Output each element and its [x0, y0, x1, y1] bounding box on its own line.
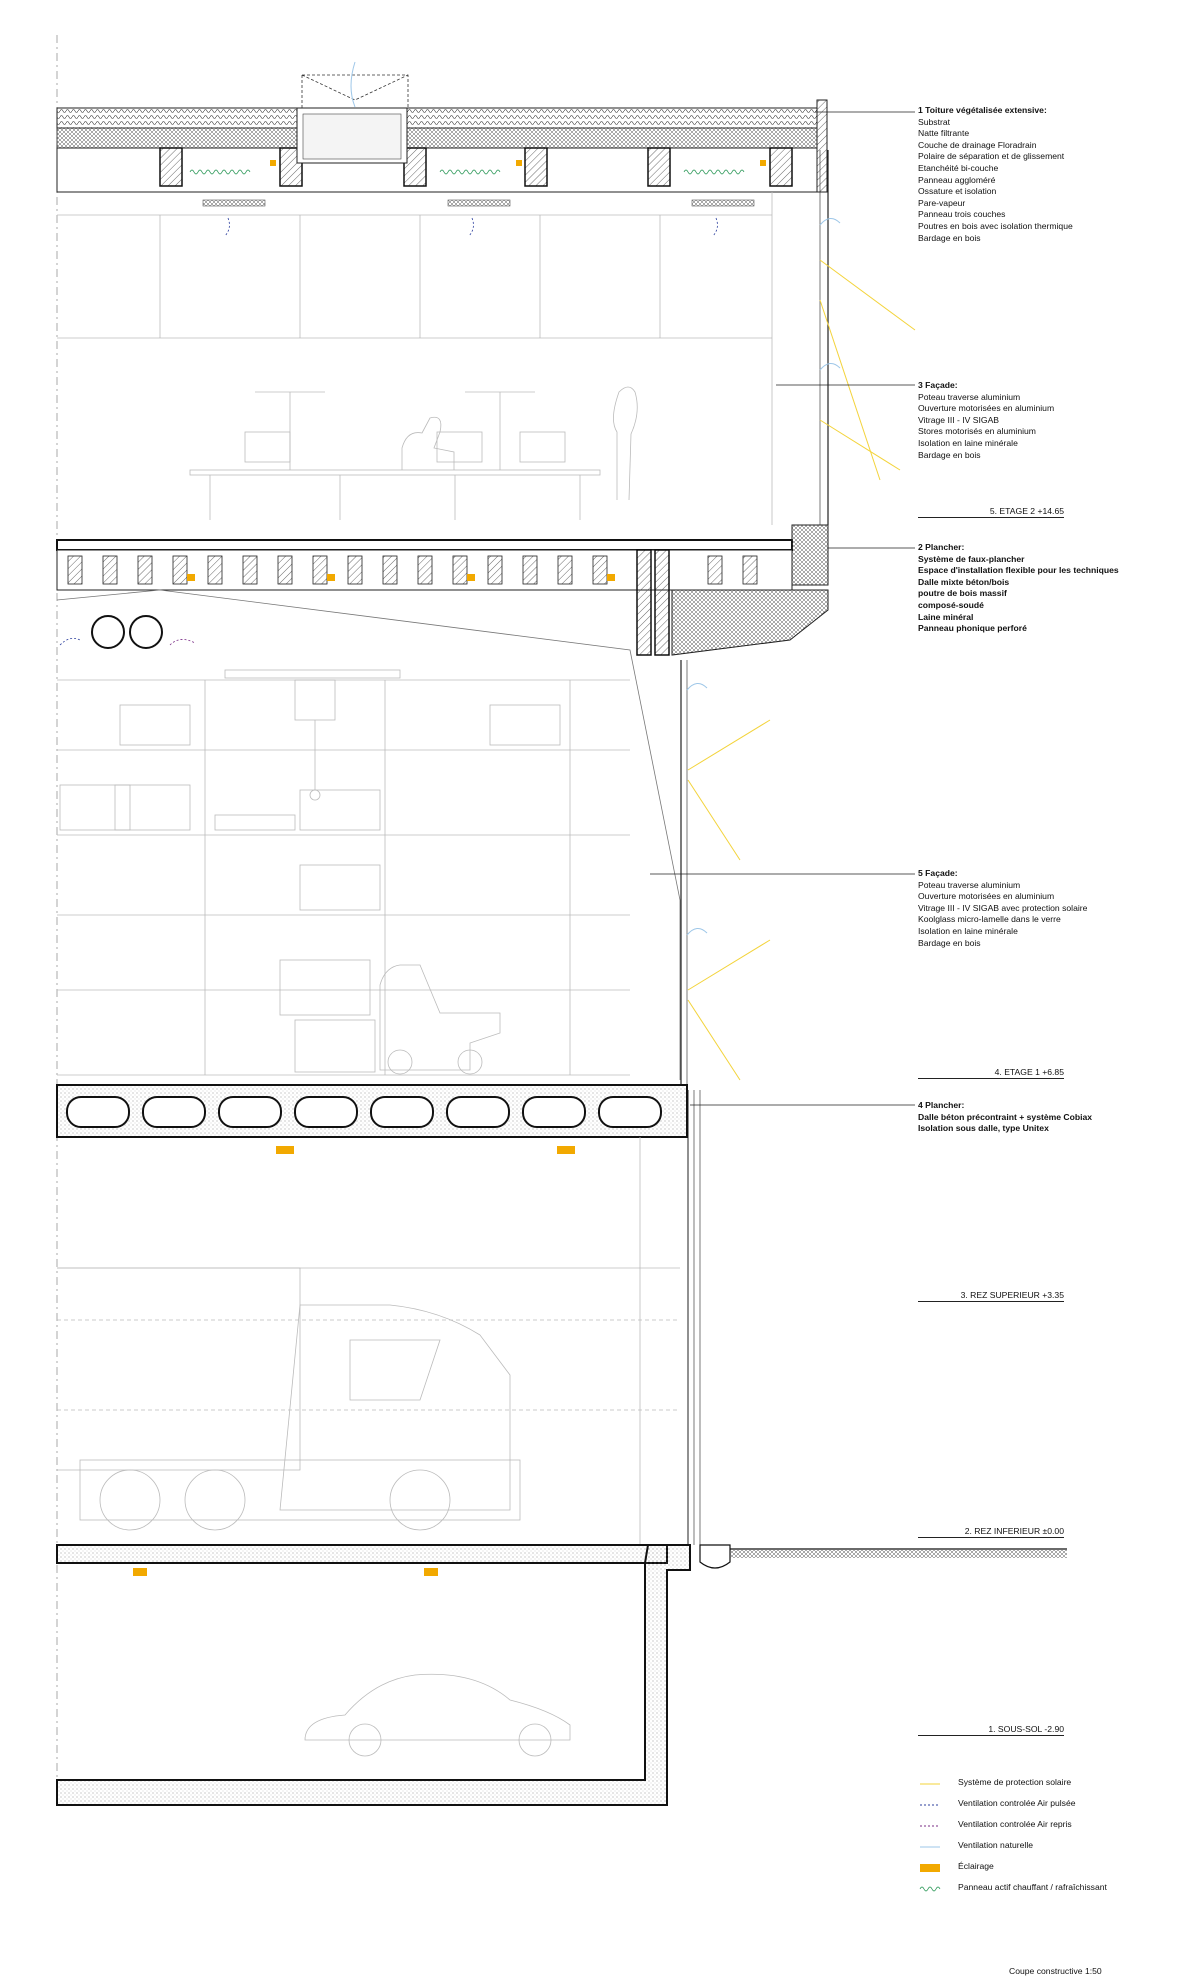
- note-facade-3-item: Vitrage III - IV SIGAB: [918, 414, 1000, 425]
- note-floor-2-title: 2 Plancher:: [918, 542, 965, 552]
- drawing-caption: Coupe constructive 1:50: [1009, 1966, 1102, 1976]
- note-floor-4: [918, 1100, 1092, 1135]
- note-floor-4-item: Dalle béton précontraint + système Cobiax: [918, 1111, 1093, 1122]
- note-floor-4-item: Isolation sous dalle, type Unitex: [918, 1123, 1049, 1134]
- note-floor-2-item: Système de faux-plancher: [918, 553, 1025, 564]
- ground-slab: [57, 1545, 1067, 1805]
- note-roof-item: Substrat: [918, 116, 951, 127]
- level-rez-superieur: 3. REZ SUPERIEUR +3.35: [918, 1290, 1064, 1302]
- note-facade-3-item: Ouverture motorisées en aluminium: [918, 403, 1055, 414]
- note-roof-item: Pare-vapeur: [918, 197, 966, 208]
- parking-level: [305, 1674, 570, 1756]
- note-roof-item: Natte filtrante: [918, 128, 970, 139]
- note-roof-item: Couche de drainage Floradrain: [918, 139, 1037, 150]
- floor-1-slab: [57, 1085, 687, 1154]
- note-roof-item: Polaire de séparation et de glissement: [918, 151, 1065, 162]
- return-air-arrows: [170, 639, 195, 645]
- legend-item-lighting: [918, 1861, 1118, 1875]
- note-facade-5-item: Ouverture motorisées en aluminium: [918, 891, 1055, 902]
- level-etage-1: 4. ETAGE 1 +6.85: [918, 1067, 1064, 1079]
- note-floor-2-item: Laine minéral: [918, 611, 974, 622]
- level-etage-2: 5. ETAGE 2 +14.65: [918, 506, 1064, 518]
- note-floor-2: [918, 542, 1119, 635]
- warehouse-level: [57, 590, 680, 1080]
- note-facade-5-item: Poteau traverse aluminium: [918, 879, 1021, 890]
- note-facade-3: [918, 380, 1054, 461]
- solar-arrows: [688, 260, 915, 1080]
- note-floor-2-item: Dalle mixte béton/bois: [918, 576, 1010, 587]
- legend-item-natural-ventilation: [918, 1840, 1118, 1854]
- legend-label: Système de protection solaire: [958, 1777, 1072, 1787]
- level-rez-inferieur: 2. REZ INFERIEUR ±0.00: [918, 1526, 1064, 1538]
- legend-item-supply-air: [918, 1798, 1118, 1812]
- note-floor-2-item: composé-soudé: [918, 599, 984, 610]
- note-facade-3-item: Poteau traverse aluminium: [918, 391, 1021, 402]
- legend-label: Ventilation controlée Air repris: [958, 1819, 1072, 1829]
- legend-item-heating-panel: [918, 1882, 1118, 1896]
- note-facade-3-item: Isolation en laine minérale: [918, 437, 1018, 448]
- legend-item-return-air: [918, 1819, 1118, 1833]
- note-roof-item: Panneau trois couches: [918, 209, 1006, 220]
- note-facade-3-title: 3 Façade:: [918, 380, 958, 390]
- note-facade-5-item: Isolation en laine minérale: [918, 925, 1018, 936]
- legend-label: Ventilation naturelle: [958, 1840, 1034, 1850]
- note-roof-item: Etanchéité bi-couche: [918, 162, 999, 173]
- note-facade-3-item: Bardage en bois: [918, 449, 981, 460]
- note-floor-2-item: poutre de bois massif: [918, 588, 1007, 599]
- note-facade-5-title: 5 Façade:: [918, 868, 958, 878]
- note-roof-item: Ossature et isolation: [918, 186, 997, 197]
- note-floor-2-item: Panneau phonique perforé: [918, 623, 1027, 634]
- office-floor: [57, 192, 772, 525]
- note-facade-3-item: Stores motorisés en aluminium: [918, 426, 1036, 437]
- natural-ventilation-arrows: [351, 62, 840, 935]
- legend-item-solar: [918, 1777, 1118, 1791]
- note-facade-5-item: Koolglass micro-lamelle dans le verre: [918, 914, 1061, 925]
- level-sous-sol: 1. SOUS-SOL -2.90: [918, 1724, 1064, 1736]
- legend-label: Ventilation controlée Air pulsée: [958, 1798, 1076, 1808]
- note-floor-2-item: Espace d'installation flexible pour les techniques: [918, 565, 1119, 576]
- note-roof-item: Bardage en bois: [918, 232, 981, 243]
- note-floor-4-title: 4 Plancher:: [918, 1100, 965, 1110]
- note-roof-item: Panneau aggloméré: [918, 174, 996, 185]
- note-facade-5-item: Bardage en bois: [918, 937, 981, 948]
- loading-level: [57, 1137, 680, 1545]
- note-roof: [918, 105, 1073, 244]
- legend-label: Panneau actif chauffant / rafraîchissant: [958, 1882, 1107, 1892]
- note-facade-5-item: Vitrage III - IV SIGAB avec protection solaire: [918, 902, 1088, 913]
- roof-assembly: [57, 75, 827, 192]
- note-roof-title: 1 Toiture végétalisée extensive:: [918, 105, 1047, 115]
- note-facade-5: [918, 868, 1087, 949]
- ventilation-ducts: [92, 616, 162, 648]
- note-roof-item: Poutres en bois avec isolation thermique: [918, 220, 1073, 231]
- floor-2-slab: [57, 525, 828, 655]
- facade-glazing: [681, 150, 828, 1545]
- legend-label: Éclairage: [958, 1861, 994, 1871]
